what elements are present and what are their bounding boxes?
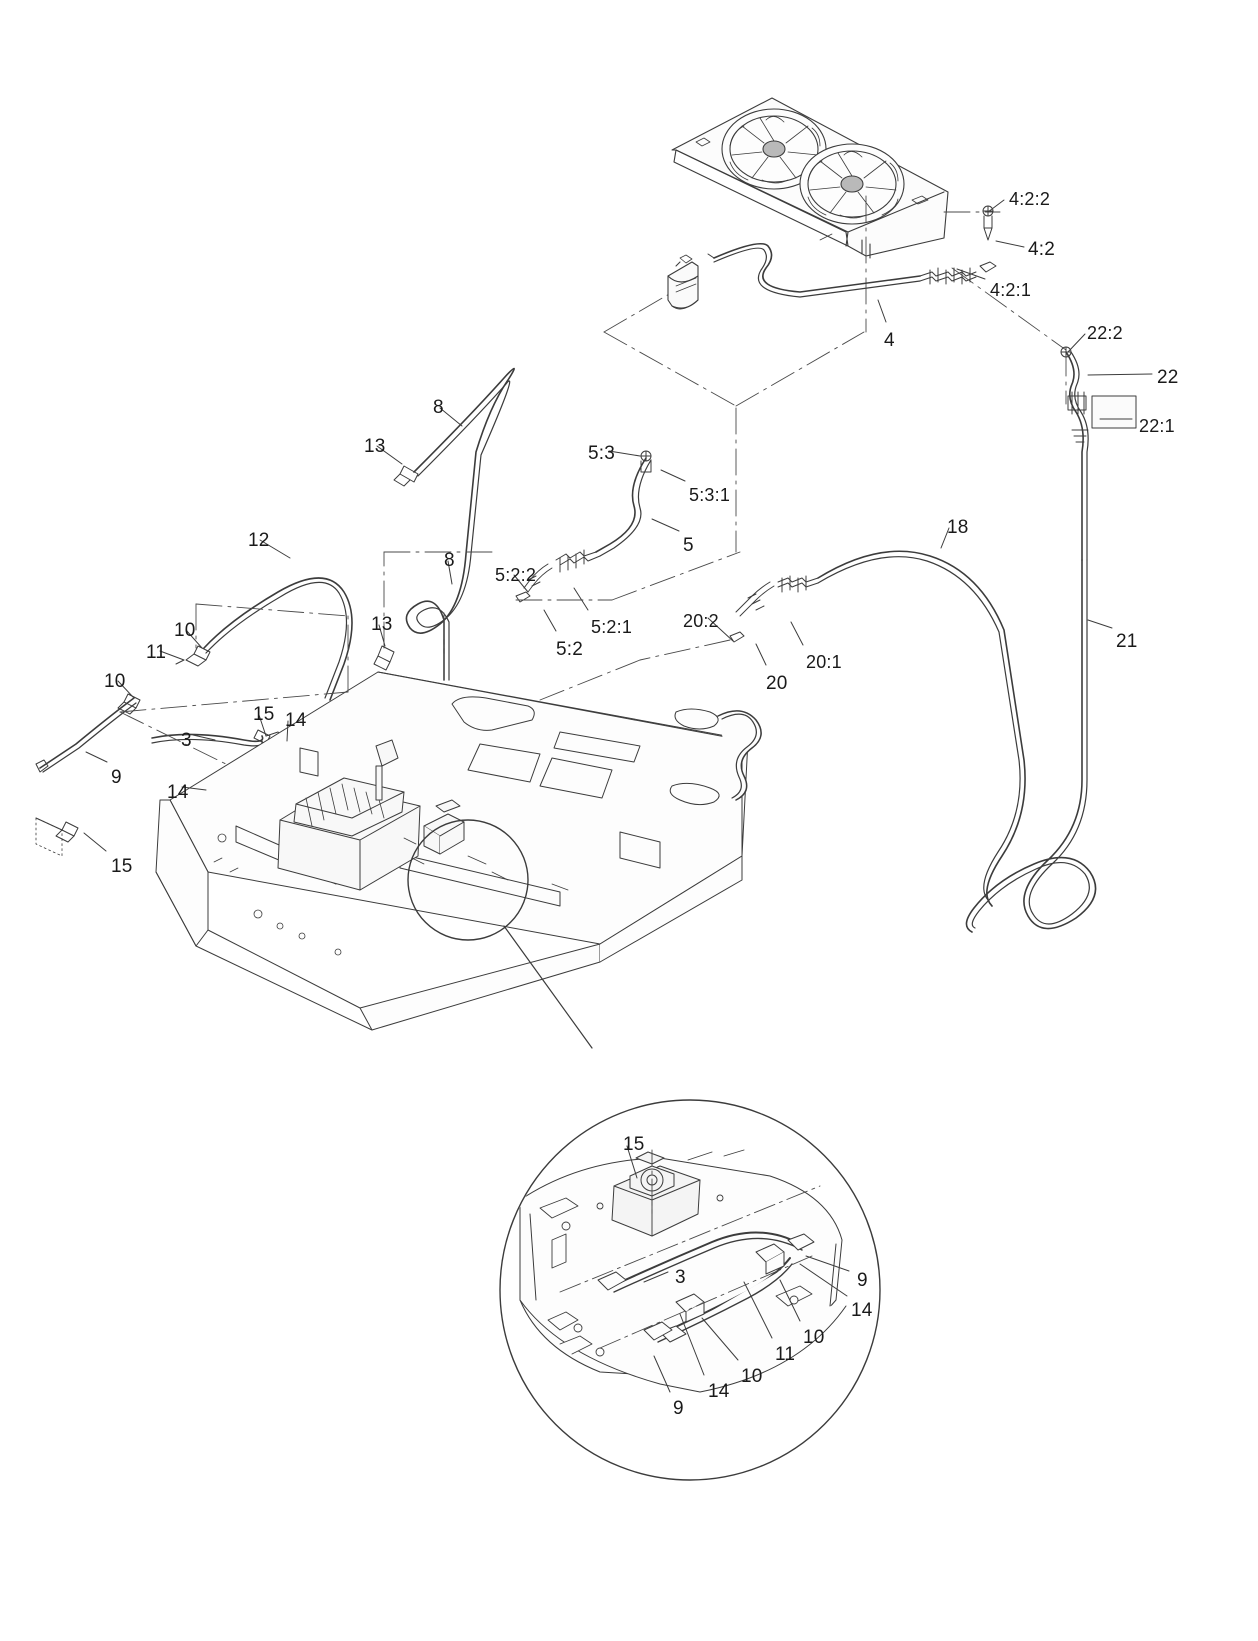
part-callout-4-2-1: 4:2:1 xyxy=(990,280,1032,300)
cooler-fan-module xyxy=(672,98,948,258)
part-callout-10: 10 xyxy=(104,671,126,692)
hose-4-leader xyxy=(708,254,714,258)
part-callout-14: 14 xyxy=(167,782,189,803)
part-callout-20-2: 20:2 xyxy=(683,611,719,631)
fitting-13-upper xyxy=(394,466,418,486)
part-callout-11: 11 xyxy=(775,1344,796,1365)
part-callout-18: 18 xyxy=(947,517,969,538)
oil-filter xyxy=(668,255,698,309)
part-callout-9: 9 xyxy=(673,1398,684,1419)
part-callout-12: 12 xyxy=(248,530,270,551)
part-callout-8: 8 xyxy=(444,550,455,571)
part-callout-4-2: 4:2 xyxy=(1028,239,1056,260)
part-callout-20-1: 20:1 xyxy=(806,652,842,672)
fitting-13-lower xyxy=(374,646,394,670)
part-callout-21: 21 xyxy=(1116,631,1138,652)
part-callout-4-2-2: 4:2:2 xyxy=(1009,189,1051,209)
part-callout-13: 13 xyxy=(371,614,393,635)
fitting-22-group xyxy=(1061,347,1136,442)
hose-9 xyxy=(40,698,136,772)
part-callout-11: 11 xyxy=(146,642,167,663)
part-callout-3: 3 xyxy=(675,1267,686,1288)
part-callout-14: 14 xyxy=(285,710,307,731)
part-callout-13: 13 xyxy=(364,436,386,457)
part-callout-15: 15 xyxy=(111,856,133,877)
part-callout-5-2-1: 5:2:1 xyxy=(591,617,633,637)
part-callout-5-3-1: 5:3:1 xyxy=(689,485,731,505)
hose-22 xyxy=(1066,352,1088,560)
part-callout-22: 22 xyxy=(1157,367,1179,388)
part-callout-9: 9 xyxy=(857,1270,868,1291)
part-callout-15: 15 xyxy=(623,1134,645,1155)
hose-5 xyxy=(596,458,651,556)
hose-12 xyxy=(204,578,352,700)
part-callout-14: 14 xyxy=(708,1381,730,1402)
part-callout-10: 10 xyxy=(741,1366,763,1387)
part-callout-3: 3 xyxy=(181,730,192,751)
part-callout-20: 20 xyxy=(766,673,788,694)
part-callout-5-2-2: 5:2:2 xyxy=(495,565,537,585)
fitting-10-11-upper xyxy=(176,646,210,666)
part-callout-5-2: 5:2 xyxy=(556,639,584,660)
part-callout-15: 15 xyxy=(253,704,275,725)
part-callout-10: 10 xyxy=(803,1327,825,1348)
part-callout-5: 5 xyxy=(683,535,694,556)
machine-chassis xyxy=(120,408,761,1030)
hose-4 xyxy=(714,244,920,297)
part-callout-9: 9 xyxy=(111,767,122,788)
part-callout-10: 10 xyxy=(174,620,196,641)
part-callout-4: 4 xyxy=(884,330,895,351)
hose-18 xyxy=(818,551,1025,906)
part-callout-8: 8 xyxy=(433,397,444,418)
fitting-20-group xyxy=(730,576,818,642)
hose-8 xyxy=(406,368,514,680)
part-callout-14: 14 xyxy=(851,1300,873,1321)
part-callout-5-3: 5:3 xyxy=(588,443,616,464)
part-callout-22-1: 22:1 xyxy=(1139,416,1175,436)
detail-view-bottom xyxy=(500,1100,880,1480)
part-callout-22-2: 22:2 xyxy=(1087,323,1123,343)
